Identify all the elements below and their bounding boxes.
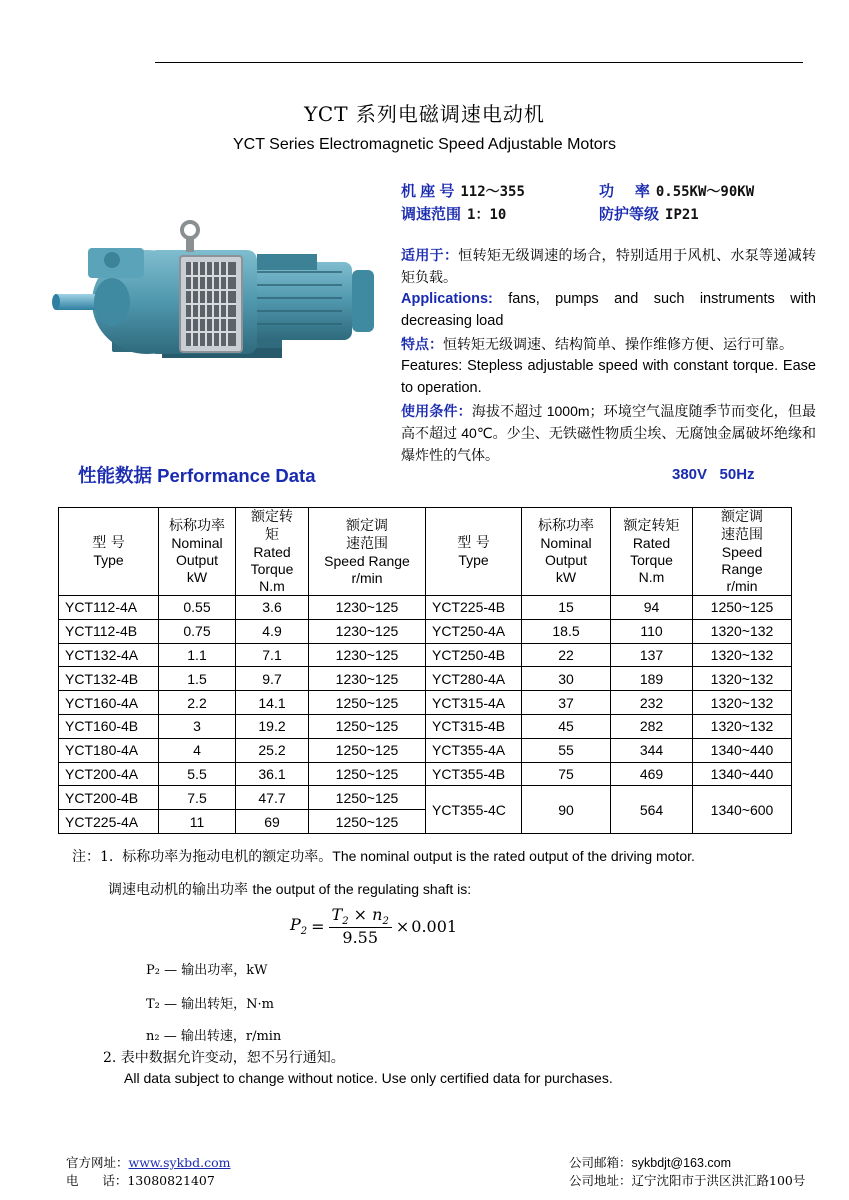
cell-speed: 1320~132 bbox=[693, 691, 792, 715]
footer-email bbox=[569, 1153, 731, 1171]
table-row bbox=[59, 643, 792, 667]
cell-model: YCT250-4B bbox=[426, 643, 522, 667]
cell-speed: 1320~132 bbox=[693, 714, 792, 738]
desc-features-cn-label: 特点： bbox=[401, 336, 443, 352]
cell-power: 0.55 bbox=[159, 596, 236, 620]
header-speed-right bbox=[693, 508, 792, 596]
cell-power: 45 bbox=[522, 714, 611, 738]
legend-t2: T₂ — 输出转矩，N·m bbox=[146, 997, 274, 1012]
header-speed-en: Speed Range bbox=[324, 552, 410, 569]
spec-protection-value: IP21 bbox=[665, 207, 699, 223]
cell-model: YCT280-4A bbox=[426, 667, 522, 691]
performance-voltage: 380V 50Hz bbox=[672, 466, 755, 483]
cell-speed: 1250~125 bbox=[309, 810, 426, 834]
desc-features-cn bbox=[401, 333, 816, 355]
cell-power: 1.1 bbox=[159, 643, 236, 667]
spec-speed-range bbox=[401, 203, 506, 224]
footer-phone-label: 电 话： bbox=[66, 1173, 128, 1188]
formula-times-2: × bbox=[395, 916, 410, 936]
spec-frame bbox=[401, 180, 525, 201]
cell-model: YCT132-4A bbox=[59, 643, 159, 667]
cell-speed: 1250~125 bbox=[309, 738, 426, 762]
cell-speed: 1230~125 bbox=[309, 619, 426, 643]
cell-torque: 69 bbox=[236, 810, 309, 834]
header-type-en-r: Type bbox=[458, 552, 489, 568]
cell-torque: 137 bbox=[611, 643, 693, 667]
header-torque-cn-r: 额定转矩 bbox=[623, 518, 680, 534]
header-type-left bbox=[59, 508, 159, 596]
power-formula bbox=[290, 905, 457, 947]
cell-speed: 1320~132 bbox=[693, 667, 792, 691]
desc-applications-label: Applications: bbox=[401, 291, 493, 307]
footer-phone-value: 13080821407 bbox=[127, 1173, 215, 1188]
header-power-en2-r: Output bbox=[544, 552, 588, 568]
spec-protection bbox=[599, 203, 699, 224]
header-type-right bbox=[426, 508, 522, 596]
footer-address bbox=[569, 1171, 805, 1189]
note-shaft-en: the output of the regulating shaft is: bbox=[252, 881, 472, 897]
header-power-unit: kW bbox=[186, 569, 208, 585]
cell-model: YCT250-4A bbox=[426, 619, 522, 643]
header-torque-cn2: 矩 bbox=[265, 527, 279, 543]
note-1-cn: 注：1. 标称功率为拖动电机的额定功率。 bbox=[72, 849, 333, 865]
header-power-en2: Output bbox=[175, 552, 219, 568]
header-power-right bbox=[522, 508, 611, 596]
legend-n2: n₂ — 输出转速，r/min bbox=[146, 1029, 282, 1044]
cell-torque: 189 bbox=[611, 667, 693, 691]
cell-speed: 1230~125 bbox=[309, 643, 426, 667]
cell-torque: 469 bbox=[611, 762, 693, 786]
cell-torque: 25.2 bbox=[236, 738, 309, 762]
cell-speed: 1340~440 bbox=[693, 738, 792, 762]
cell-model: YCT355-4A bbox=[426, 738, 522, 762]
cell-speed: 1230~125 bbox=[309, 667, 426, 691]
header-speed-left bbox=[309, 508, 426, 596]
header-type-en: Type bbox=[93, 552, 124, 568]
cell-torque: 19.2 bbox=[236, 714, 309, 738]
spec-protection-label: 防护等级 bbox=[599, 206, 660, 223]
footer-email-label: 公司邮箱： bbox=[569, 1155, 632, 1170]
cell-torque: 232 bbox=[611, 691, 693, 715]
header-power-unit-r: kW bbox=[555, 569, 577, 585]
cell-model: YCT225-4A bbox=[59, 810, 159, 834]
cell-power: 55 bbox=[522, 738, 611, 762]
cell-torque-merged: 564 bbox=[611, 786, 693, 834]
cell-power: 22 bbox=[522, 643, 611, 667]
header-torque-en: Rated bbox=[253, 544, 291, 560]
desc-use bbox=[401, 244, 816, 288]
cell-model: YCT112-4B bbox=[59, 619, 159, 643]
cell-power: 75 bbox=[522, 762, 611, 786]
header-torque-unit-r: N.m bbox=[638, 569, 665, 585]
table-row bbox=[59, 596, 792, 620]
cell-speed: 1320~132 bbox=[693, 619, 792, 643]
header-speed-unit: r/min bbox=[351, 569, 383, 586]
cell-power: 37 bbox=[522, 691, 611, 715]
table-row bbox=[59, 691, 792, 715]
cell-speed: 1230~125 bbox=[309, 596, 426, 620]
table-row bbox=[59, 762, 792, 786]
cell-model: YCT160-4A bbox=[59, 691, 159, 715]
spec-speed-range-label: 调速范围 bbox=[401, 206, 462, 223]
cell-torque: 110 bbox=[611, 619, 693, 643]
top-rule bbox=[155, 62, 803, 63]
cell-power: 2.2 bbox=[159, 691, 236, 715]
desc-conditions bbox=[401, 400, 816, 467]
formula-fraction bbox=[329, 905, 392, 947]
table-row bbox=[59, 714, 792, 738]
formula-lhs-var: P bbox=[290, 915, 301, 934]
cell-model: YCT225-4B bbox=[426, 596, 522, 620]
cell-model: YCT112-4A bbox=[59, 596, 159, 620]
header-power-cn-r: 标称功率 bbox=[538, 518, 594, 534]
formula-num-a-sub: 2 bbox=[342, 916, 349, 928]
header-power-en: Nominal bbox=[171, 535, 223, 551]
table-row bbox=[59, 738, 792, 762]
cell-power: 11 bbox=[159, 810, 236, 834]
cell-speed: 1320~132 bbox=[693, 643, 792, 667]
header-torque-unit: N.m bbox=[259, 578, 285, 594]
cell-torque: 3.6 bbox=[236, 596, 309, 620]
spec-frame-label: 机 座 号 bbox=[401, 183, 455, 200]
desc-applications-text: fans, pumps and such instruments with decreasing load bbox=[401, 291, 816, 330]
header-power-left bbox=[159, 508, 236, 596]
cell-model: YCT315-4B bbox=[426, 714, 522, 738]
note-2-en: All data subject to change without notice. Use only certified data for purchases. bbox=[124, 1070, 613, 1086]
table-row bbox=[59, 786, 792, 810]
header-torque-en2-r: Torque bbox=[630, 552, 673, 568]
desc-use-text: 恒转矩无级调速的场合，特别适用于风机、水泵等递减转矩负载。 bbox=[401, 247, 817, 286]
formula-num-a: T bbox=[331, 905, 343, 924]
cell-model-merged: YCT355-4C bbox=[426, 786, 522, 834]
cell-model: YCT132-4B bbox=[59, 667, 159, 691]
cell-speed: 1250~125 bbox=[309, 714, 426, 738]
note-shaft bbox=[108, 879, 471, 899]
note-1-en: The nominal output is the rated output of the driving motor. bbox=[332, 848, 695, 864]
footer-phone bbox=[66, 1171, 215, 1189]
header-speed-unit-r: r/min bbox=[726, 578, 758, 594]
cell-speed: 1340~440 bbox=[693, 762, 792, 786]
footer-email-value: sykbdjt@163.com bbox=[631, 1156, 732, 1170]
formula-lhs bbox=[290, 915, 307, 937]
cell-speed-merged: 1340~600 bbox=[693, 786, 792, 834]
cell-power: 15 bbox=[522, 596, 611, 620]
cell-model: YCT315-4A bbox=[426, 691, 522, 715]
cell-torque: 9.7 bbox=[236, 667, 309, 691]
formula-times-1: × bbox=[348, 905, 373, 924]
spec-frame-value: 112～355 bbox=[460, 184, 525, 200]
cell-power: 7.5 bbox=[159, 786, 236, 810]
desc-applications bbox=[401, 288, 816, 332]
formula-num-b: n bbox=[372, 905, 383, 924]
footer-address-label: 公司地址： bbox=[569, 1173, 632, 1188]
cell-power-merged: 90 bbox=[522, 786, 611, 834]
motor-photo bbox=[52, 210, 382, 370]
header-speed-cn2: 速范围 bbox=[346, 535, 388, 552]
header-torque-cn: 额定转 bbox=[251, 509, 293, 525]
cell-torque: 47.7 bbox=[236, 786, 309, 810]
header-torque-right bbox=[611, 508, 693, 596]
cell-power: 0.75 bbox=[159, 619, 236, 643]
title-chinese: YCT 系列电磁调速电动机 bbox=[304, 102, 545, 126]
note-shaft-cn: 调速电动机的输出功率 bbox=[108, 882, 253, 898]
header-power-en-r: Nominal bbox=[540, 535, 592, 551]
footer-website-label: 官方网址： bbox=[66, 1155, 129, 1170]
header-speed-cn-r: 额定调 bbox=[721, 509, 763, 525]
cell-power: 30 bbox=[522, 667, 611, 691]
formula-equals: = bbox=[311, 916, 325, 936]
header-type-cn: 型 号 bbox=[92, 535, 125, 551]
cell-power: 4 bbox=[159, 738, 236, 762]
desc-features-cn-text: 恒转矩无级调速、结构简单、操作维修方便、运行可靠。 bbox=[443, 336, 793, 352]
cell-model: YCT160-4B bbox=[59, 714, 159, 738]
desc-conditions-text: 海拔不超过 1000m；环境空气温度随季节而变化，但最高不超过 40℃。少尘、无铁磁性物质尘埃、无腐蚀金属破坏绝缘和爆炸性的气体。 bbox=[401, 403, 816, 464]
table-row bbox=[59, 619, 792, 643]
cell-torque: 7.1 bbox=[236, 643, 309, 667]
cell-speed: 1250~125 bbox=[309, 786, 426, 810]
cell-power: 1.5 bbox=[159, 667, 236, 691]
cell-torque: 36.1 bbox=[236, 762, 309, 786]
cell-power: 5.5 bbox=[159, 762, 236, 786]
cell-torque: 14.1 bbox=[236, 691, 309, 715]
spec-power bbox=[599, 180, 754, 201]
formula-denominator: 9.55 bbox=[342, 928, 379, 948]
cell-model: YCT180-4A bbox=[59, 738, 159, 762]
header-speed-en-a-r: Speed bbox=[721, 544, 763, 560]
cell-torque: 282 bbox=[611, 714, 693, 738]
cell-model: YCT200-4B bbox=[59, 786, 159, 810]
formula-lhs-sub: 2 bbox=[300, 926, 308, 938]
cell-torque: 94 bbox=[611, 596, 693, 620]
legend-p2: P₂ — 输出功率，kW bbox=[146, 963, 268, 978]
formula-factor: 0.001 bbox=[411, 916, 458, 936]
formula-num-b-sub: 2 bbox=[382, 916, 389, 928]
note-2-cn: 2. 表中数据允许变动，恕不另行通知。 bbox=[103, 1050, 345, 1066]
formula-numerator bbox=[329, 905, 392, 928]
cell-torque: 4.9 bbox=[236, 619, 309, 643]
note-1 bbox=[72, 846, 695, 866]
header-speed-cn: 额定调 bbox=[346, 517, 388, 534]
spec-power-label: 功 率 bbox=[599, 183, 650, 200]
cell-power: 18.5 bbox=[522, 619, 611, 643]
table-header-row bbox=[59, 508, 792, 596]
footer-website bbox=[66, 1153, 231, 1171]
cell-power: 3 bbox=[159, 714, 236, 738]
header-speed-cn2-r: 速范围 bbox=[721, 527, 763, 543]
cell-speed: 1250~125 bbox=[309, 762, 426, 786]
header-type-cn-r: 型 号 bbox=[457, 535, 490, 551]
header-torque-left bbox=[236, 508, 309, 596]
table-row bbox=[59, 667, 792, 691]
cell-speed: 1250~125 bbox=[309, 691, 426, 715]
title-english: YCT Series Electromagnetic Speed Adjustable Motors bbox=[232, 136, 616, 153]
desc-conditions-label: 使用条件： bbox=[401, 403, 472, 419]
desc-use-label: 适用于： bbox=[401, 247, 459, 263]
header-torque-en2: Torque bbox=[250, 561, 294, 577]
header-torque-en-r: Rated bbox=[632, 535, 671, 551]
header-speed-en-b-r: Range bbox=[721, 561, 763, 577]
cell-model: YCT355-4B bbox=[426, 762, 522, 786]
footer-address-value: 辽宁沈阳市于洪区洪汇路100号 bbox=[631, 1173, 806, 1188]
performance-table bbox=[58, 507, 792, 834]
cell-torque: 344 bbox=[611, 738, 693, 762]
desc-features-en: Features: Stepless adjustable speed with constant torque. Ease to operation. bbox=[401, 358, 816, 397]
footer-website-link[interactable]: www.sykbd.com bbox=[128, 1155, 231, 1170]
cell-speed: 1250~125 bbox=[693, 596, 792, 620]
cell-model: YCT200-4A bbox=[59, 762, 159, 786]
performance-heading: 性能数据 Performance Data bbox=[78, 465, 316, 486]
header-power-cn: 标称功率 bbox=[169, 518, 225, 534]
spec-power-value: 0.55KW～90KW bbox=[655, 184, 755, 200]
spec-speed-range-value: 1：10 bbox=[467, 207, 507, 223]
